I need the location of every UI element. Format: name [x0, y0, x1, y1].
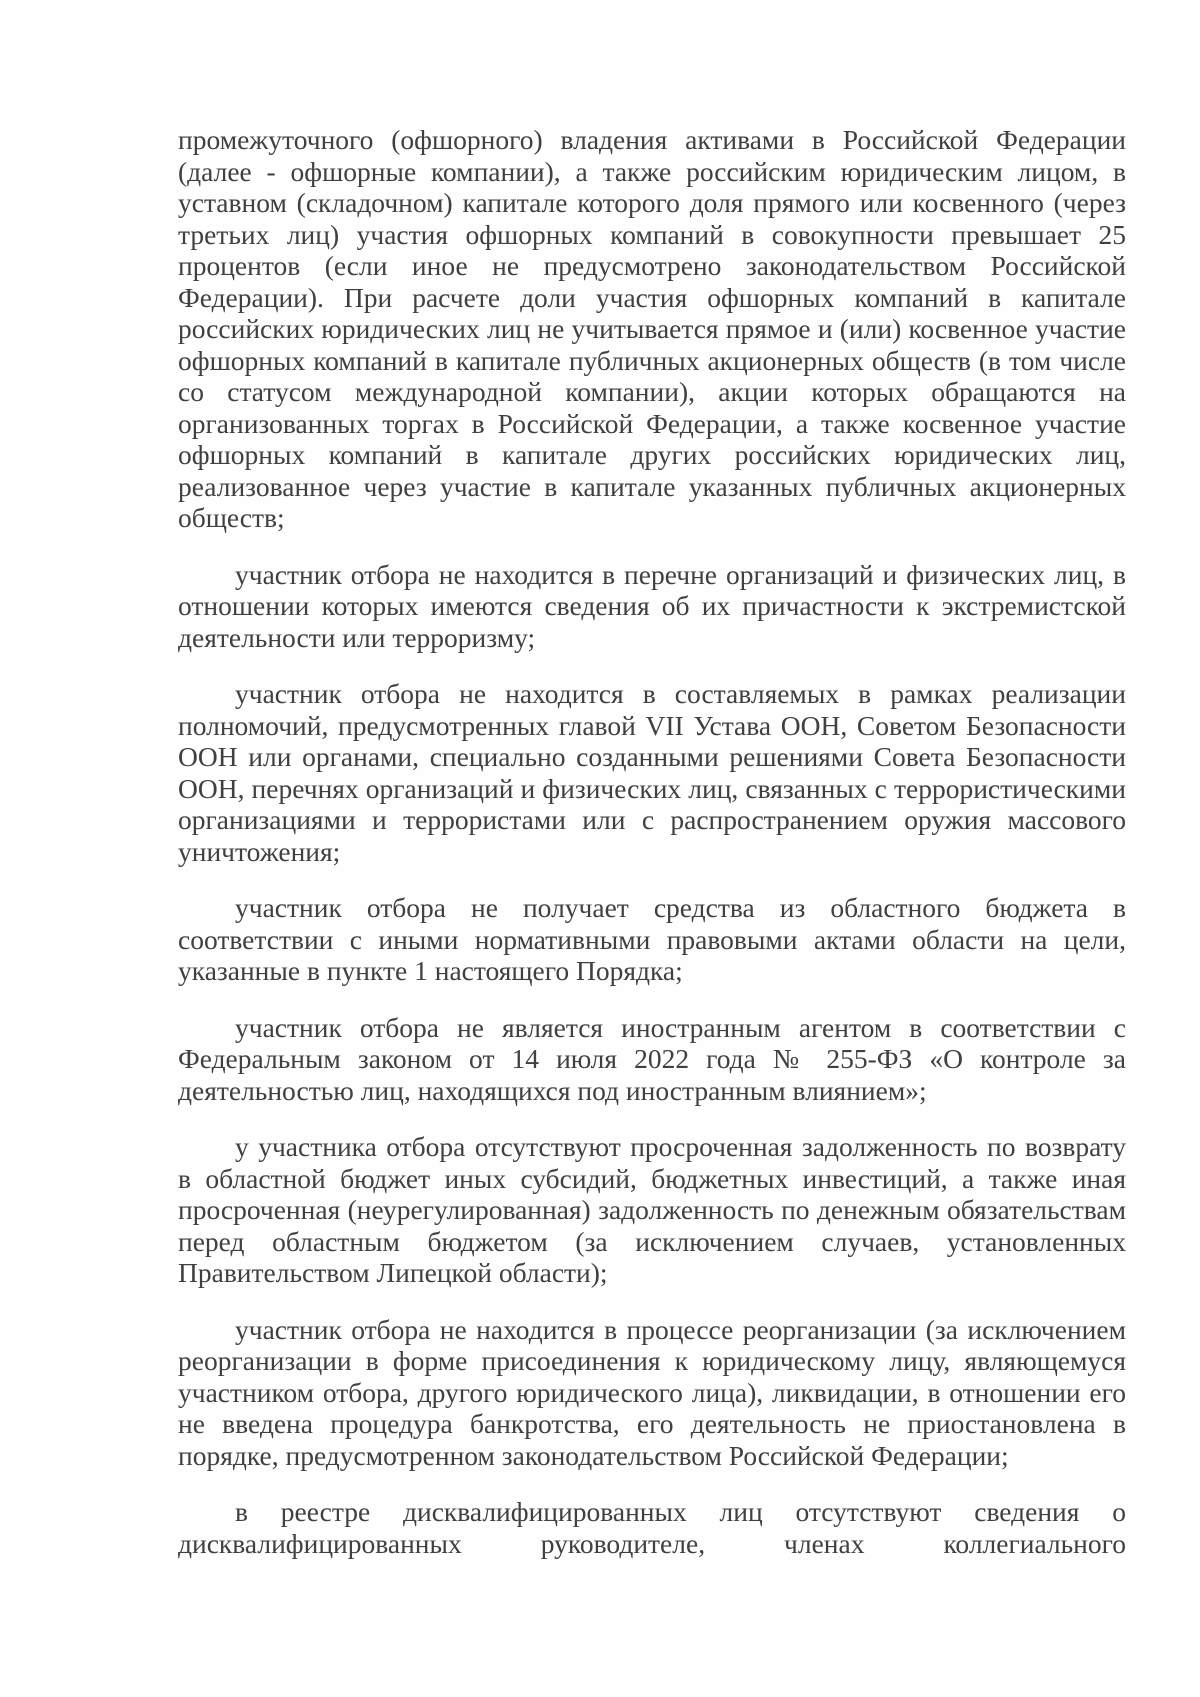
paragraph-foreign-agent: участник отбора не является иностранным агентом в соответствии с Федеральным законом от 14 июля 2022 года № 255-ФЗ «О контроле за деятельностью лиц, находящихся под иностранным влиянием»;: [178, 1011, 1126, 1106]
paragraph-extremism-list: участник отбора не находится в перечне организаций и физических лиц, в отношении которых имеются сведения об их причастности к экстремистской деятельности или терроризму;: [178, 558, 1126, 653]
paragraph-regional-budget-funds: участник отбора не получает средства из областного бюджета в соответствии с иными нормативными правовыми актами области на цели, указанные в пункте 1 настоящего Порядка;: [178, 892, 1126, 986]
paragraph-disqualified-persons: в реестре дисквалифицированных лиц отсутствуют сведения о дисквалифицированных руководителе, членах коллегиального: [178, 1496, 1126, 1559]
paragraph-un-security-council-list: участник отбора не находится в составляемых в рамках реализации полномочий, предусмотренных главой VII Устава ООН, Советом Безопасности ООН или органами, специально созданными решениями Совета Безопасности ООН, перечнях организаций и физических лиц, связанных с террористическими организациями и террористами или с распространением оружия массового уничтожения;: [178, 678, 1126, 867]
document-body: [178, 124, 1126, 1559]
paragraph-offshore-companies: промежуточного (офшорного) владения активами в Российской Федерации (далее - офшорные компании), а также российским юридическим лицом, в уставном (складочном) капитале которого доля прямого или косвенного (через третьих лиц) участия офшорных компаний в совокупности превышает 25 процентов (если иное не предусмотрено законодательством Российской Федерации). При расчете доли участия офшорных компаний в капитале российских юридических лиц не учитывается прямое и (или) косвенное участие офшорных компаний в капитале публичных акционерных обществ (в том числе со статусом международной компании), акции которых обращаются на организованных торгах в Российской Федерации, а также косвенное участие офшорных компаний в капитале других российских юридических лиц, реализованное через участие в капитале указанных публичных акционерных обществ;: [178, 124, 1126, 533]
paragraph-reorganization: участник отбора не находится в процессе реорганизации (за исключением реорганизации в форме присоединения к юридическому лицу, являющемуся участником отбора, другого юридического лица), ликвидации, в отношении его не введена процедура банкротства, его деятельность не приостановлена в порядке, предусмотренном законодательством Российской Федерации;: [178, 1313, 1126, 1471]
paragraph-overdue-debt: у участника отбора отсутствуют просроченная задолженность по возврату в областной бюджет иных субсидий, бюджетных инвестиций, а также иная просроченная (неурегулированная) задолженность по денежным обязательствам перед областным бюджетом (за исключением случаев, установленных Правительством Липецкой области);: [178, 1131, 1126, 1288]
